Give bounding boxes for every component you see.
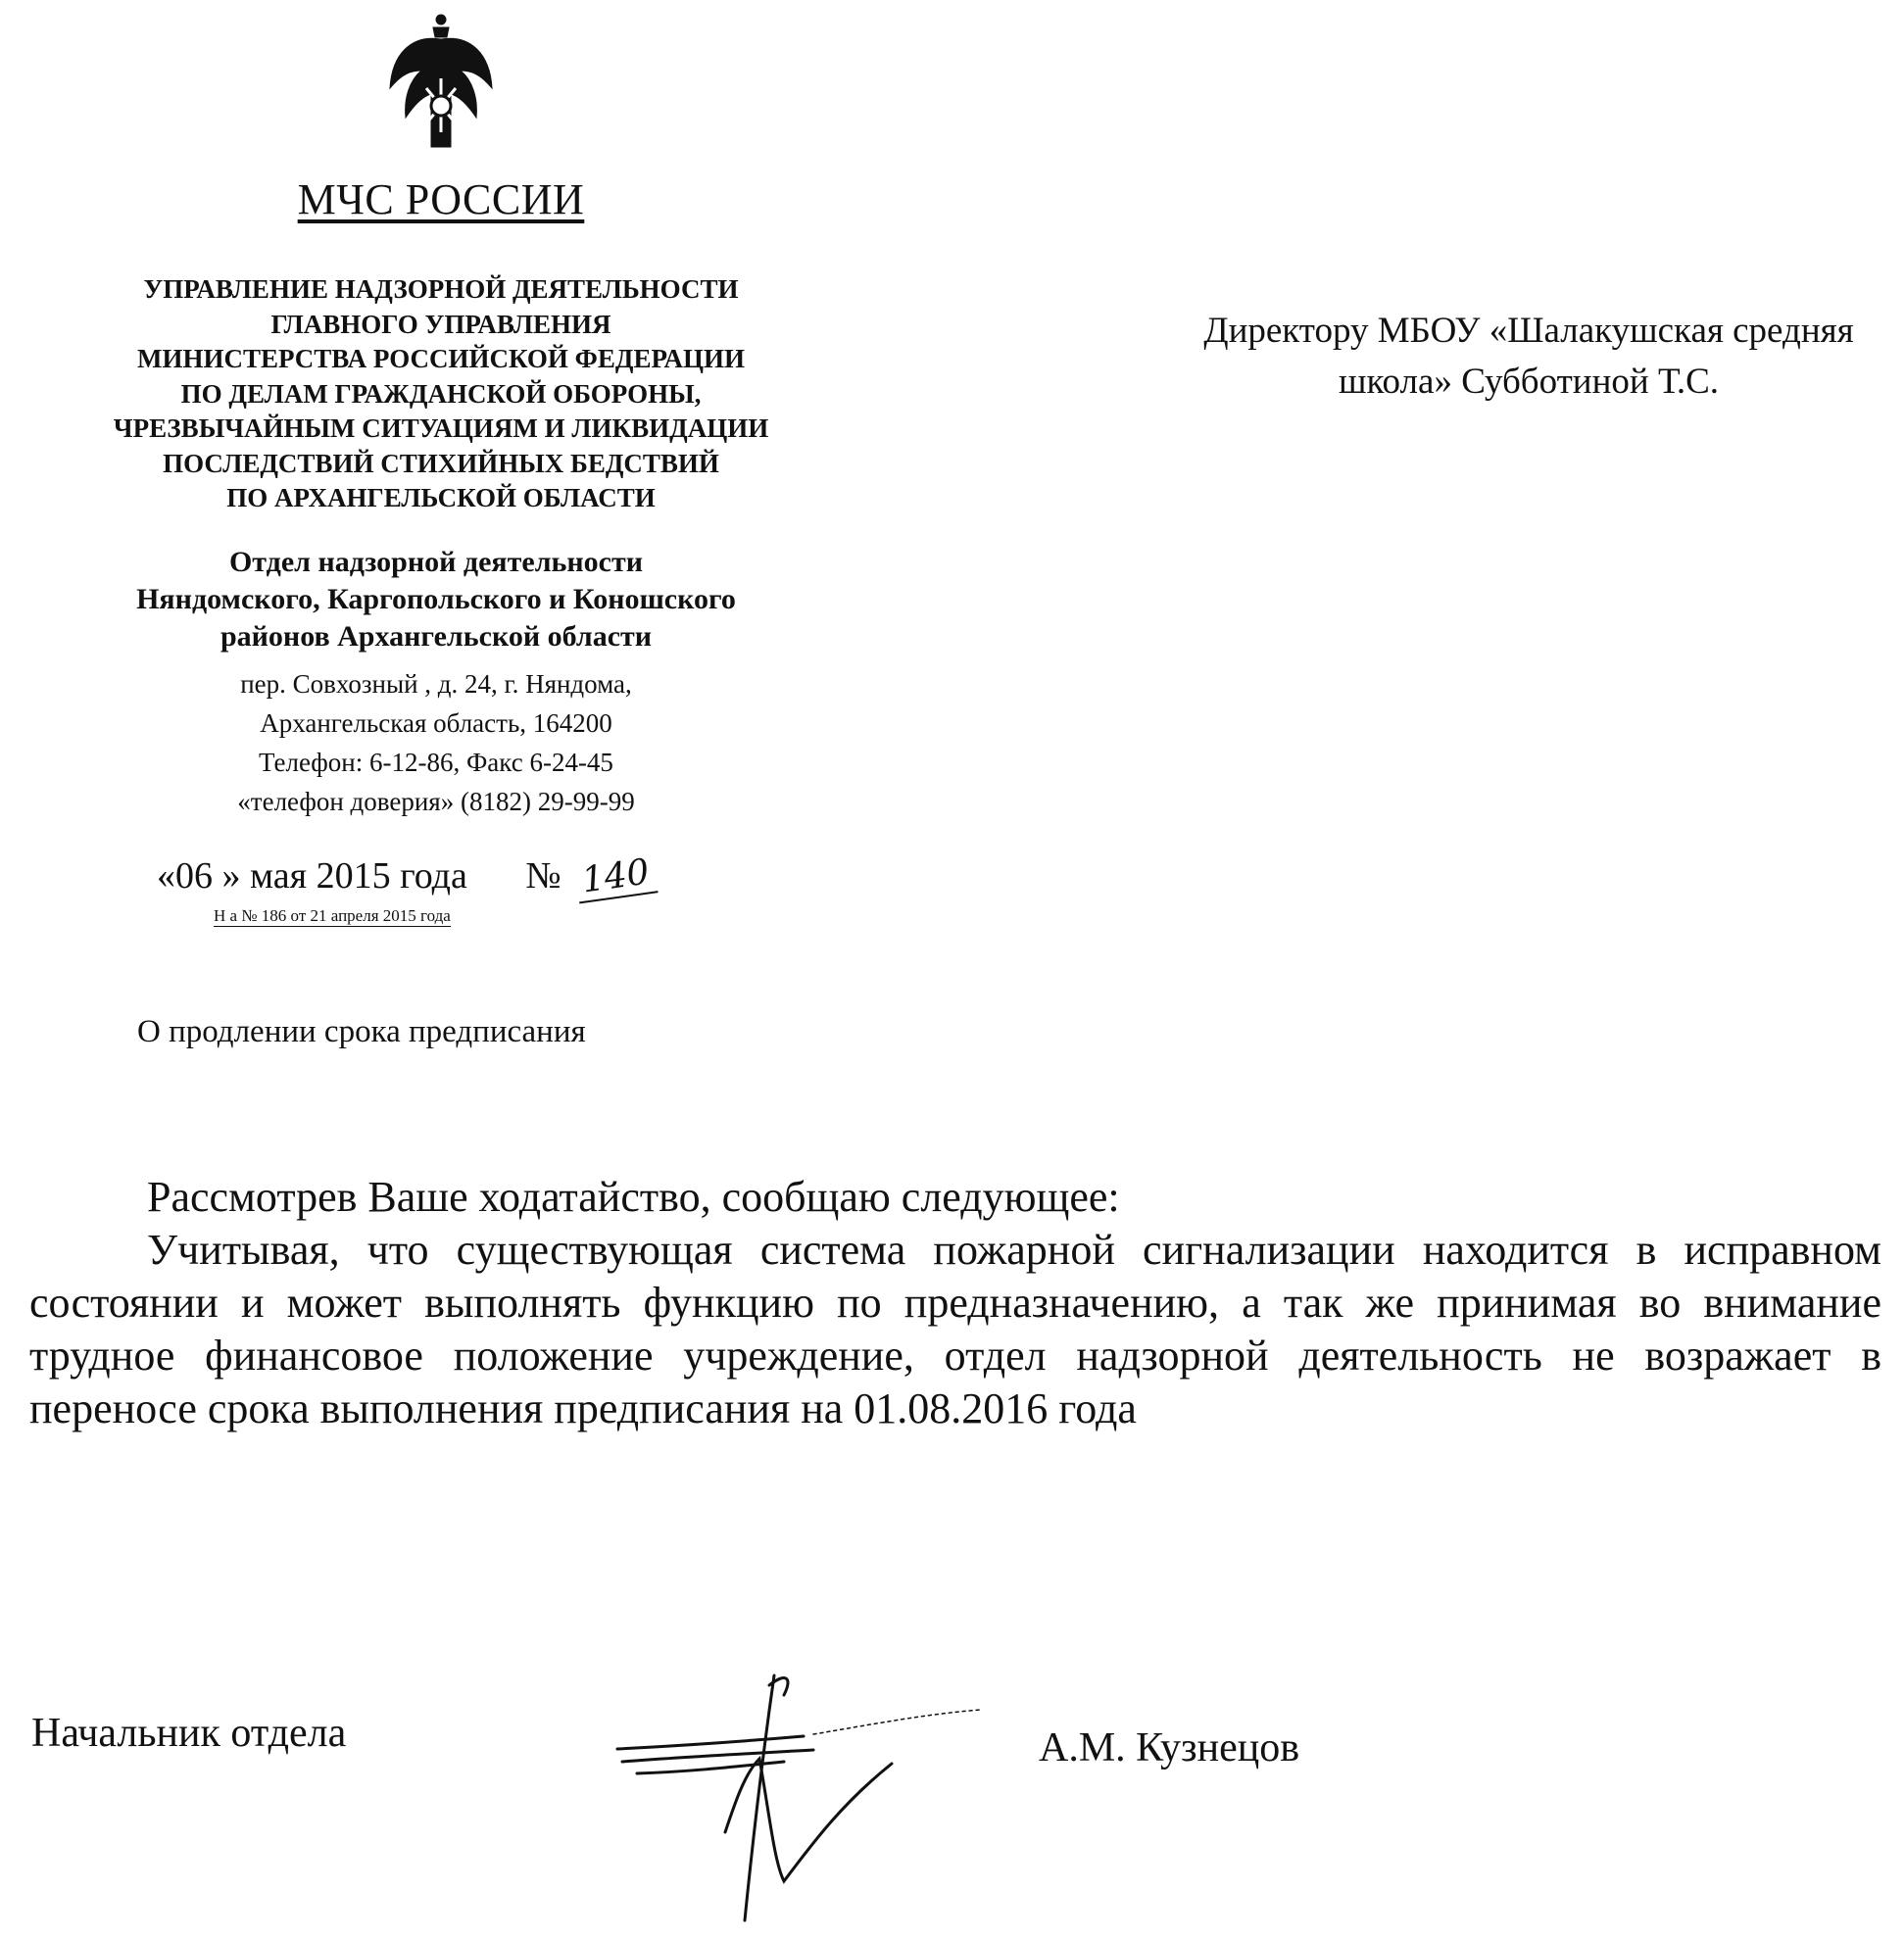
contact-line: Архангельская область, 164200 <box>260 708 612 738</box>
letterhead-header <box>10 272 872 516</box>
body-intro: Рассмотрев Ваше ходатайство, сообщаю следующее: <box>147 1173 1120 1221</box>
letter-date: «06 » мая 2015 года <box>157 855 467 897</box>
header-line: ПОСЛЕДСТВИЙ СТИХИЙНЫХ БЕДСТВИЙ <box>163 448 719 478</box>
department-line: Няндомского, Каргопольского и Коношского <box>136 583 736 615</box>
header-line: ЧРЕЗВЫЧАЙНЫМ СИТУАЦИЯМ И ЛИКВИДАЦИИ <box>113 413 769 443</box>
contact-line: «телефон доверия» (8182) 29-99-99 <box>237 787 635 816</box>
department-line: районов Архангельской области <box>220 620 653 653</box>
header-line: ПО АРХАНГЕЛЬСКОЙ ОБЛАСТИ <box>226 483 656 512</box>
header-line: ПО ДЕЛАМ ГРАЖДАНСКОЙ ОБОРОНЫ, <box>180 378 702 409</box>
contact-info <box>157 664 715 821</box>
department-line: Отдел надзорной деятельности <box>228 546 644 578</box>
reply-reference: Н а № 186 от 21 апреля 2015 года <box>214 906 451 925</box>
handwritten-signature <box>598 1656 990 1940</box>
emercom-emblem-icon <box>382 10 500 157</box>
agency-title: МЧС РОССИИ <box>297 175 585 223</box>
letter-subject: О продлении срока предписания <box>137 1014 586 1049</box>
contact-line: Телефон: 6-12-86, Факс 6-24-45 <box>259 748 613 777</box>
header-line: ГЛАВНОГО УПРАВЛЕНИЯ <box>270 309 611 339</box>
letter-body <box>29 1171 1881 1435</box>
contact-line: пер. Совхозный , д. 24, г. Няндома, <box>240 669 632 699</box>
department-name <box>10 544 862 655</box>
letter-date-row <box>157 851 656 901</box>
signer-name: А.М. Кузнецов <box>1039 1725 1300 1770</box>
header-line: МИНИСТЕРСТВА РОССИЙСКОЙ ФЕДЕРАЦИИ <box>136 344 746 373</box>
header-line: УПРАВЛЕНИЕ НАДЗОРНОЙ ДЕЯТЕЛЬНОСТИ <box>143 274 739 304</box>
signer-position: Начальник отдела <box>31 1711 347 1756</box>
addressee: Директору МБОУ «Шалакушская средняя школа» Субботиной Т.С. <box>1203 311 1854 402</box>
body-paragraph: Учитывая, что существующая система пожарной сигнализации находится в исправном состоянии и может выполнять функцию по предназначению, а так же принимая во внимание трудное финансовое положение учреждение, отдел надзорной деятельность не возражает в переносе срока выполнения предписания на 01.08.2016 года <box>29 1226 1881 1432</box>
letter-number-value: 140 <box>574 851 659 904</box>
letter-number-label: № <box>525 855 561 897</box>
